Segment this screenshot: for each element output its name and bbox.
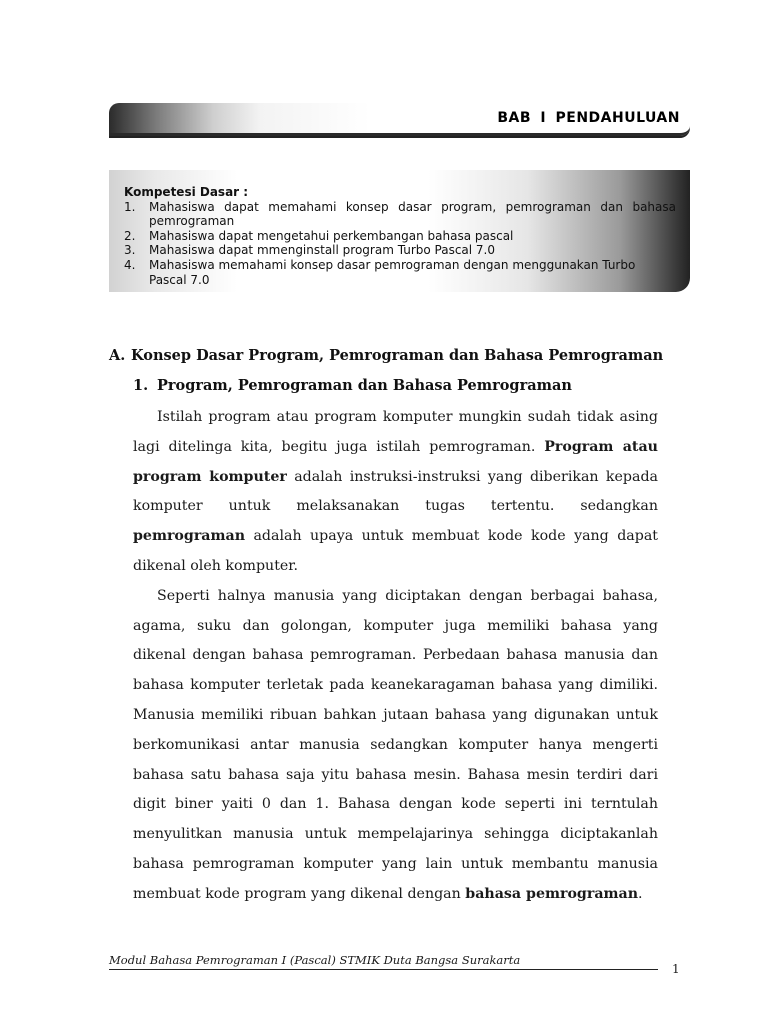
competency-item — [124, 243, 676, 258]
competency-item-text: Mahasiswa dapat mengetahui perkembangan bahasa pascal — [149, 228, 514, 243]
section-heading — [109, 347, 663, 364]
footer-text: Modul Bahasa Pemrograman I (Pascal) STMIK Duta Bangsa Surakarta — [109, 953, 521, 967]
competency-item-number: 4. — [124, 257, 136, 272]
bold-term: Program atau program komputer — [133, 438, 658, 485]
competency-list — [124, 200, 676, 288]
footer-divider — [109, 969, 658, 970]
section-title: Konsep Dasar Program, Pemrograman dan Bahasa Pemrograman — [131, 347, 664, 364]
chapter-title: BAB I PENDAHULUAN — [497, 110, 680, 126]
competency-item-text: Mahasiswa memahami konsep dasar pemrograman dengan menggunakan Turbo Pascal 7.0 — [149, 257, 636, 287]
page-number: 1 — [672, 962, 680, 976]
subsection-title: Program, Pemrograman dan Bahasa Pemrograman — [157, 377, 572, 394]
competency-item-number: 1. — [124, 199, 136, 214]
paragraph: Istilah program atau program komputer mungkin sudah tidak asing lagi ditelinga kita, begitu juga istilah pemrograman. Program atau program komputer adalah instruksi-instruksi yang diberikan kepada komputer untuk melaksanakan tugas tertentu. sedangkan pemrograman adalah upaya untuk membuat kode kode yang dapat dikenal oleh komputer. — [133, 409, 658, 574]
competency-item-number: 2. — [124, 228, 136, 243]
subsection-number: 1. — [133, 377, 149, 394]
competency-item-text: Mahasiswa dapat mmenginstall program Turbo Pascal 7.0 — [149, 243, 496, 258]
section-letter: A. — [109, 347, 126, 364]
paragraph: Seperti halnya manusia yang diciptakan dengan berbagai bahasa, agama, suku dan golongan, komputer juga memiliki bahasa yang dikenal dengan bahasa pemrograman. Perbedaan bahasa manusia dan bahasa komputer terletak pada keanekaragaman bahasa yang dimiliki. Manusia memiliki ribuan bahkan jutaan bahasa yang digunakan untuk berkomunikasi antar manusia sedangkan komputer hanya mengerti bahasa satu bahasa saja yitu bahasa mesin. Bahasa mesin terdiri dari digit biner yaiti 0 dan 1. Bahasa dengan kode seperti ini terntulah menyulitkan manusia untuk mempelajarinya sehingga diciptakanlah bahasa pemrograman komputer yang lain untuk membantu manusia membuat kode program yang dikenal dengan bahasa pemrograman. — [133, 587, 658, 902]
competency-item-text-cont: pemrograman — [149, 214, 235, 229]
body-text — [133, 403, 658, 910]
competency-item-number: 3. — [124, 243, 136, 258]
subsection-heading — [133, 377, 572, 394]
competency-item — [124, 229, 676, 244]
bold-term: pemrograman — [133, 528, 246, 545]
competency-item — [124, 200, 676, 229]
chapter-header-bar — [109, 103, 690, 136]
competency-box — [109, 170, 690, 292]
competency-item-text: Mahasiswa dapat memahami konsep dasar program, pemrograman dan bahasa — [149, 199, 676, 214]
competency-heading: Kompetesi Dasar : — [124, 185, 249, 199]
competency-item — [124, 258, 676, 287]
bold-term: bahasa pemrograman — [465, 885, 639, 902]
